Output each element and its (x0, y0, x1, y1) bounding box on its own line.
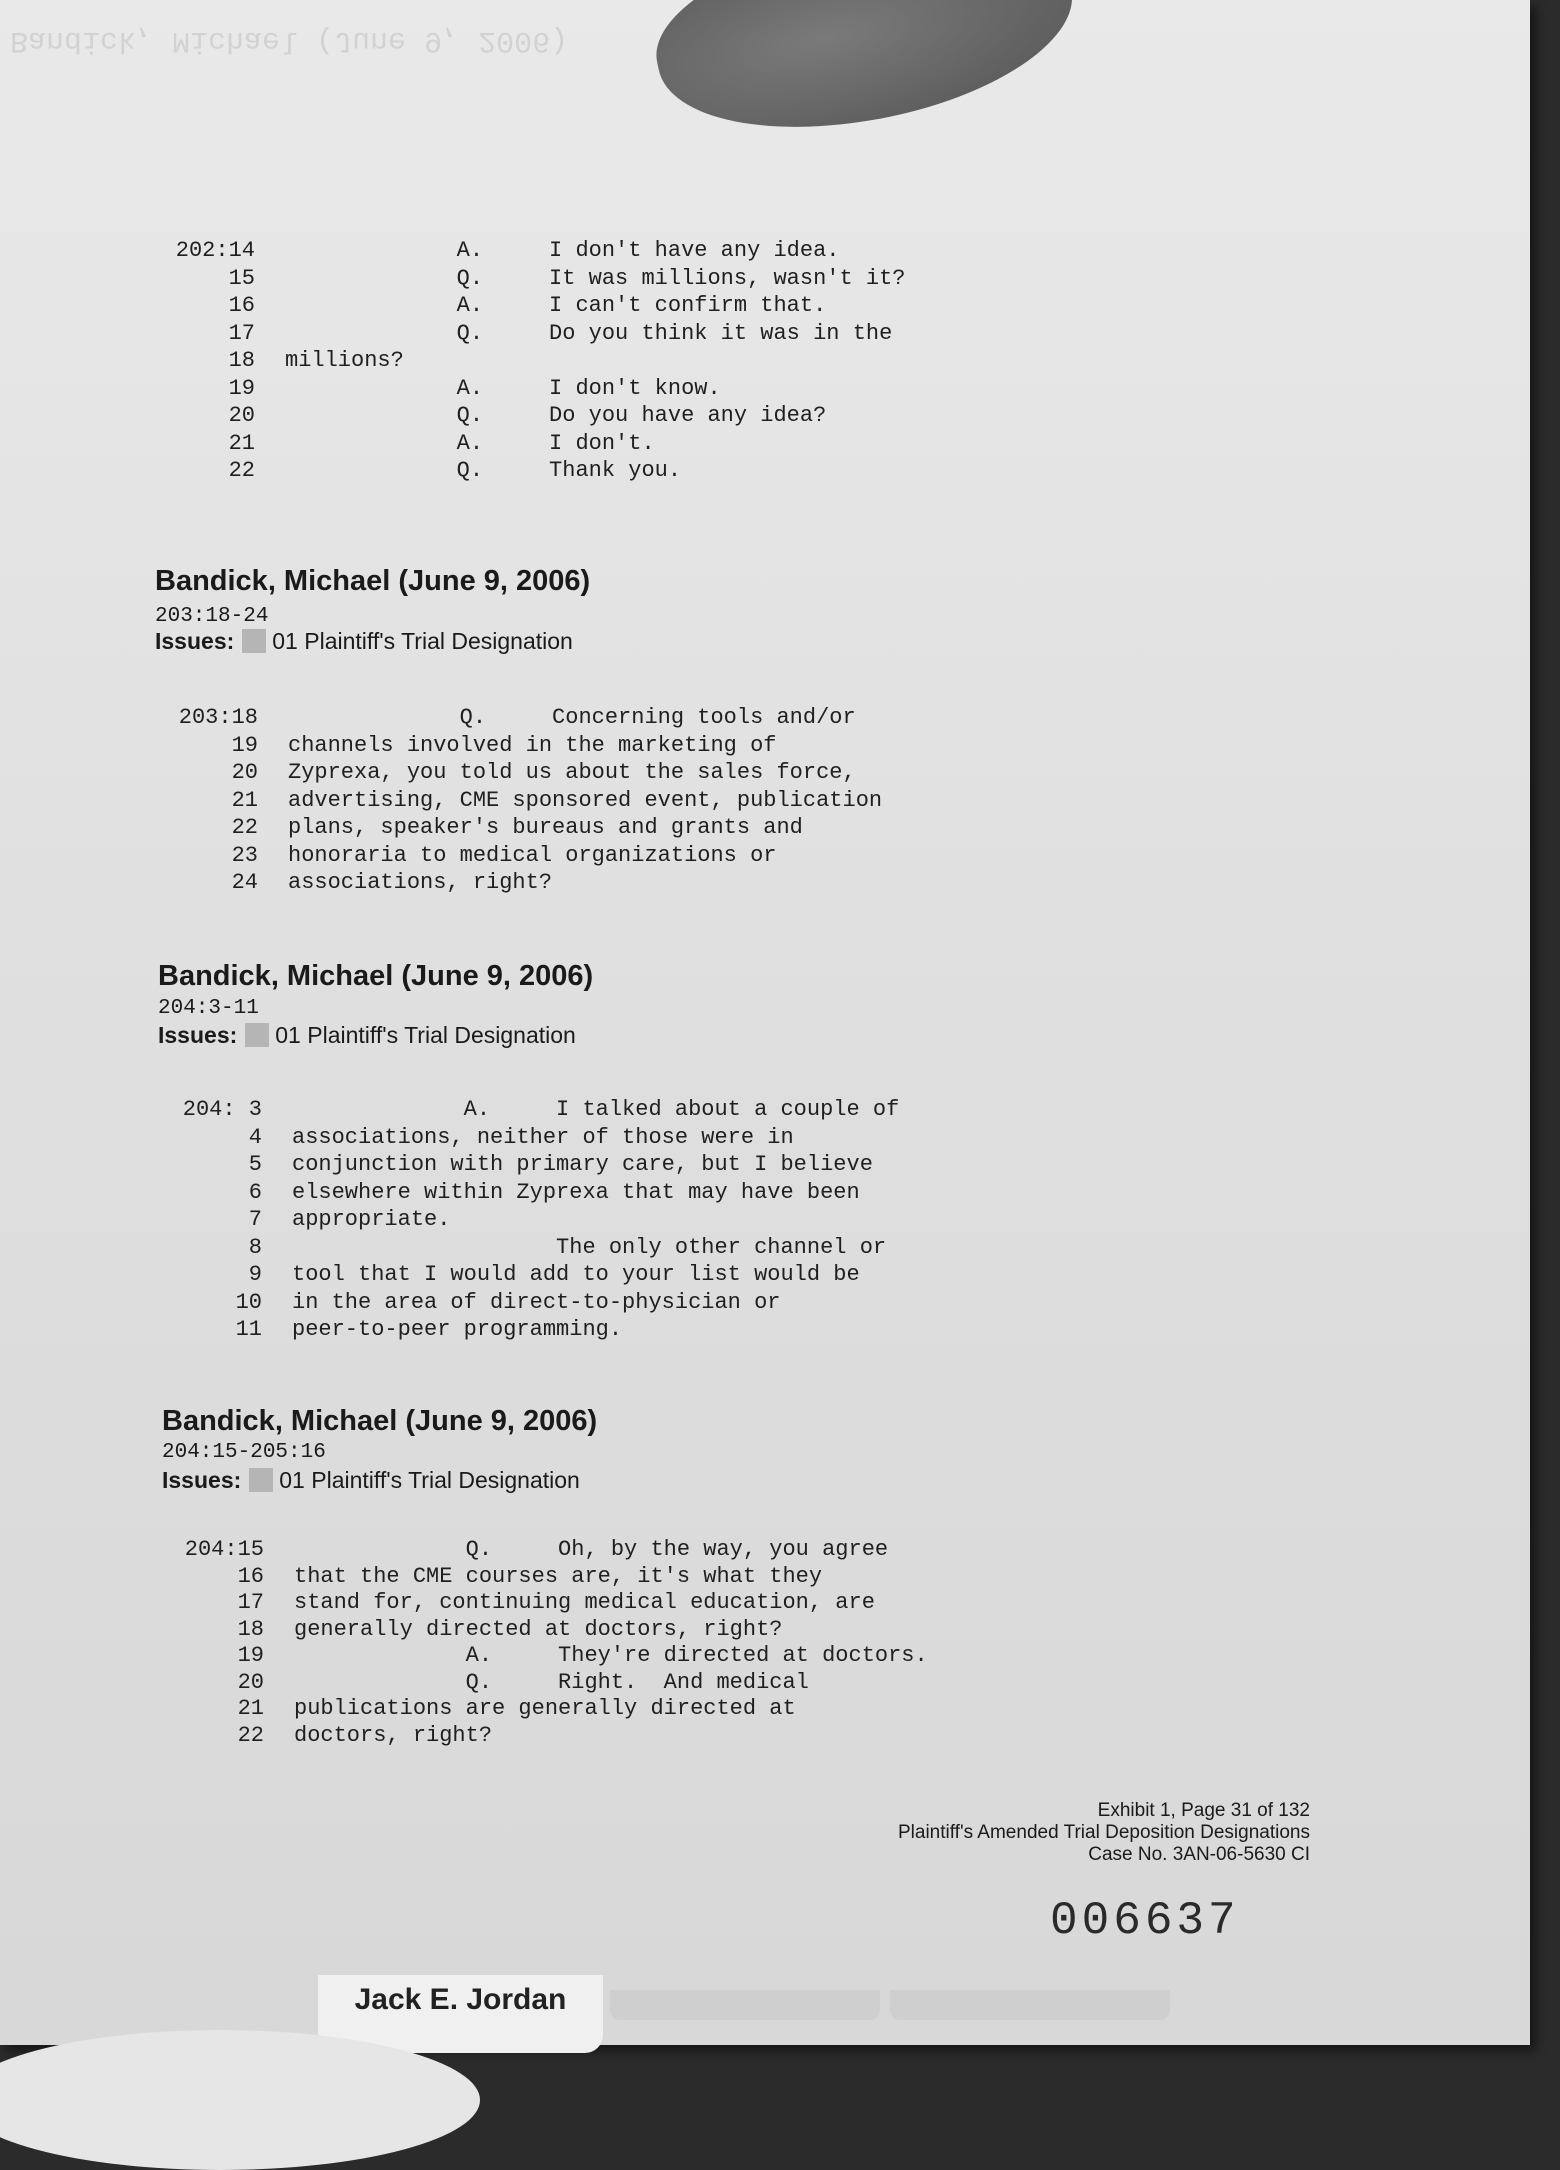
line-text: generally directed at doctors, right? (294, 1616, 783, 1642)
issue-color-swatch (245, 1023, 269, 1047)
line-text: A. I don't know. (285, 375, 721, 401)
issues-row (158, 1022, 576, 1051)
line-number: 22 (231, 815, 258, 840)
line-number: 24 (231, 870, 258, 895)
issue-color-swatch (249, 1468, 273, 1492)
folder-tab-blank (890, 1990, 1170, 2020)
line-number: 202:14 (175, 238, 255, 263)
section-range: 204:3-11 (158, 997, 259, 1020)
line-text: A. I don't have any idea. (285, 238, 840, 263)
issues-label: Issues: (155, 628, 235, 654)
line-number: 203:18 (178, 705, 258, 730)
line-number: 5 (248, 1152, 262, 1177)
line-text: A. I talked about a couple of (292, 1097, 900, 1122)
line-text: A. I don't. (285, 430, 655, 456)
line-text: elsewhere within Zyprexa that may have been (292, 1179, 860, 1205)
issues-label: Issues: (158, 1022, 238, 1048)
thumb-shadow (641, 0, 1089, 162)
section-title: Bandick, Michael (June 9, 2006) (158, 960, 594, 992)
line-number: 204: 3 (182, 1097, 262, 1122)
line-text: plans, speaker's bureaus and grants and (288, 815, 803, 840)
line-number: 9 (248, 1262, 262, 1287)
line-number: 20 (231, 760, 258, 785)
line-text: Q. Oh, by the way, you agree (294, 1537, 889, 1562)
line-text: Q. Do you have any idea? (285, 403, 827, 428)
line-number: 8 (248, 1234, 262, 1260)
line-text: A. They're directed at doctors. (294, 1643, 928, 1668)
line-number: 7 (248, 1207, 262, 1232)
line-text: channels involved in the marketing of (288, 732, 777, 758)
line-number: 21 (228, 430, 255, 456)
line-number: 22 (228, 458, 255, 483)
line-text: in the area of direct-to-physician or (292, 1289, 781, 1315)
line-number: 16 (228, 293, 255, 318)
line-number: 18 (237, 1616, 264, 1642)
section-title: Bandick, Michael (June 9, 2006) (162, 1405, 598, 1437)
line-text: honoraria to medical organizations or (288, 842, 777, 868)
line-text: tool that I would add to your list would be (292, 1262, 860, 1287)
exhibit-description: Plaintiff's Amended Trial Deposition Designations (897, 1822, 1310, 1843)
line-text: stand for, continuing medical education, are (294, 1590, 875, 1615)
line-text: Q. Right. And medical (294, 1669, 809, 1695)
issues-row (155, 628, 573, 657)
folder-tab-blank (610, 1990, 880, 2020)
round-object (0, 2030, 480, 2170)
line-text: millions? (285, 348, 404, 373)
line-text: The only other channel or (292, 1234, 887, 1260)
line-number: 22 (237, 1722, 264, 1748)
exhibit-footer (898, 1800, 1310, 1866)
line-number: 4 (248, 1124, 262, 1150)
issue-color-swatch (242, 629, 266, 653)
line-text: appropriate. (292, 1207, 451, 1232)
bates-number: 006637 (1050, 1895, 1240, 1947)
line-text: Q. Do you think it was in the (285, 320, 893, 346)
issues-label: Issues: (162, 1467, 242, 1493)
line-number: 20 (237, 1669, 264, 1695)
line-text: Q. Concerning tools and/or (288, 705, 856, 730)
line-number: 19 (237, 1643, 264, 1668)
line-number: 16 (237, 1563, 264, 1589)
section-title: Bandick, Michael (June 9, 2006) (155, 565, 591, 597)
line-text: that the CME courses are, it's what they (294, 1563, 823, 1589)
line-number: 204:15 (184, 1537, 264, 1562)
issues-row (162, 1467, 580, 1496)
line-number: 10 (235, 1289, 262, 1315)
line-number: 21 (231, 787, 258, 813)
line-text: advertising, CME sponsored event, publication (288, 787, 883, 813)
line-number: 20 (228, 403, 255, 428)
line-text: associations, neither of those were in (292, 1124, 794, 1150)
line-number: 19 (228, 375, 255, 401)
section-range: 203:18-24 (155, 605, 269, 628)
line-text: A. I can't confirm that. (285, 293, 827, 318)
line-text: conjunction with primary care, but I believe (292, 1152, 873, 1177)
line-text: doctors, right? (294, 1722, 493, 1748)
line-number: 21 (237, 1696, 264, 1721)
issues-text: 01 Plaintiff's Trial Designation (275, 1022, 576, 1048)
line-text: Zyprexa, you told us about the sales force, (288, 760, 856, 785)
line-number: 17 (237, 1590, 264, 1615)
line-number: 11 (235, 1317, 262, 1342)
bleed-through-text: Bandick, Michael (June 9, 2006) (10, 23, 569, 57)
case-number: Case No. 3AN-06-5630 CI (1088, 1844, 1310, 1865)
line-text: Q. It was millions, wasn't it? (285, 265, 906, 291)
issues-text: 01 Plaintiff's Trial Designation (279, 1467, 580, 1493)
exhibit-page: Exhibit 1, Page 31 of 132 (1097, 1800, 1310, 1821)
line-text: peer-to-peer programming. (292, 1317, 623, 1342)
section-range: 204:15-205:16 (162, 1441, 326, 1464)
line-number: 19 (231, 732, 258, 758)
line-number: 18 (228, 348, 255, 373)
folder-tab-label: Jack E. Jordan (354, 1983, 567, 2016)
line-text: Q. Thank you. (285, 458, 682, 483)
line-number: 15 (228, 265, 255, 291)
line-text: associations, right? (288, 870, 553, 895)
line-number: 23 (231, 842, 258, 868)
issues-text: 01 Plaintiff's Trial Designation (272, 628, 573, 654)
line-number: 6 (248, 1179, 262, 1205)
line-number: 17 (228, 320, 255, 346)
line-text: publications are generally directed at (294, 1696, 796, 1721)
